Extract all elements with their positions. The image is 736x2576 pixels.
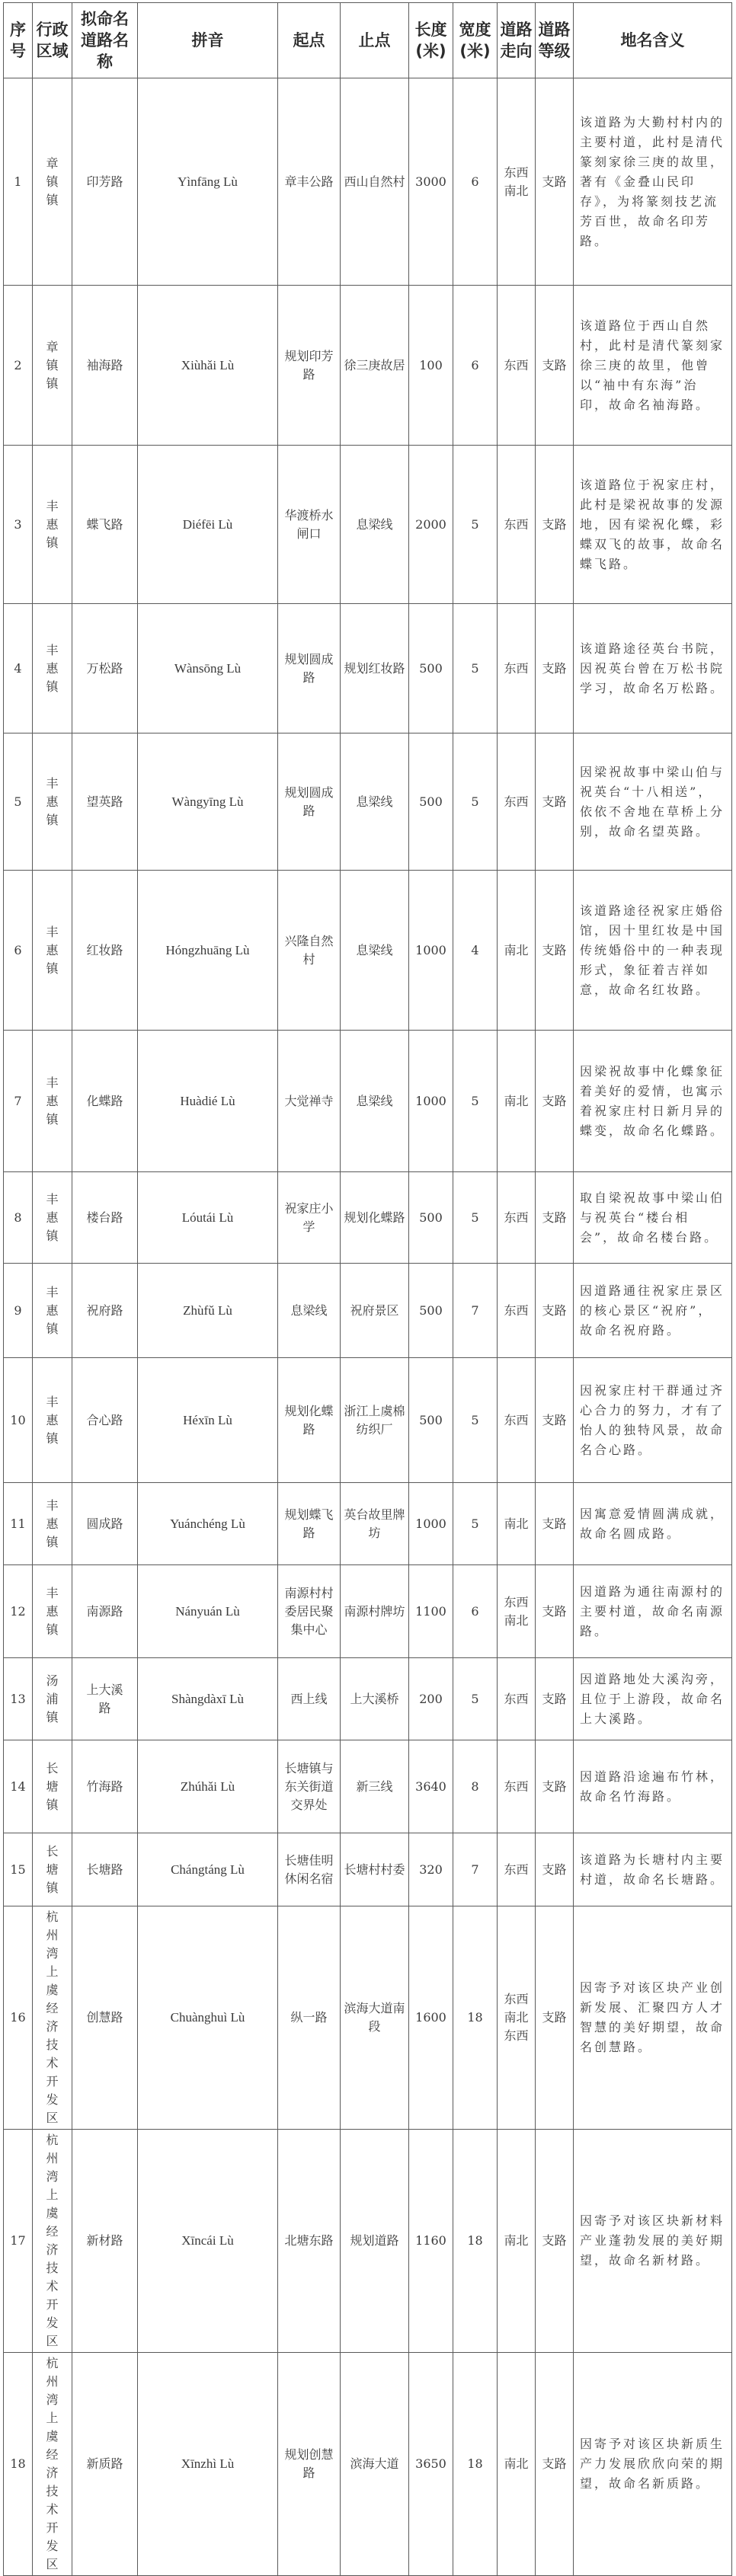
cell-meaning: 该道路为长塘村内主要村道，故命名长塘路。 — [574, 1833, 732, 1906]
cell-width: 8 — [453, 1740, 498, 1833]
cell-start: 章丰公路 — [278, 78, 341, 286]
cell-length: 200 — [409, 1658, 453, 1740]
cell-start: 规划创慧路 — [278, 2353, 341, 2576]
cell-grade: 支路 — [536, 871, 574, 1031]
cell-width: 7 — [453, 1833, 498, 1906]
cell-width: 7 — [453, 1264, 498, 1358]
cell-region: 丰惠镇 — [33, 871, 72, 1031]
header-start: 起点 — [278, 3, 341, 78]
cell-meaning: 该道路途径英台书院，因祝英台曾在万松书院学习，故命名万松路。 — [574, 604, 732, 733]
cell-end: 新三线 — [341, 1740, 409, 1833]
cell-no: 4 — [4, 604, 33, 733]
cell-road-name: 红妆路 — [72, 871, 138, 1031]
cell-width: 5 — [453, 1031, 498, 1172]
cell-road-name: 竹海路 — [72, 1740, 138, 1833]
cell-length: 1600 — [409, 1906, 453, 2130]
cell-length: 500 — [409, 1358, 453, 1483]
table-row — [4, 286, 732, 446]
cell-start: 规划圆成路 — [278, 733, 341, 871]
cell-width: 6 — [453, 286, 498, 446]
cell-end: 滨海大道南段 — [341, 1906, 409, 2130]
cell-start: 规划化蝶路 — [278, 1358, 341, 1483]
cell-direction: 南北 — [498, 2130, 536, 2353]
cell-pinyin: Chuànghuì Lù — [138, 1906, 278, 2130]
header-end: 止点 — [341, 3, 409, 78]
cell-direction: 东西 — [498, 1172, 536, 1264]
cell-road-name: 南源路 — [72, 1565, 138, 1658]
table-row — [4, 1833, 732, 1906]
header-no: 序号 — [4, 3, 33, 78]
cell-direction: 南北 — [498, 1483, 536, 1565]
cell-length: 3640 — [409, 1740, 453, 1833]
cell-pinyin: Hóngzhuāng Lù — [138, 871, 278, 1031]
header-region: 行政区域 — [33, 3, 72, 78]
cell-pinyin: Zhùfǔ Lù — [138, 1264, 278, 1358]
cell-no: 11 — [4, 1483, 33, 1565]
cell-end: 规划红妆路 — [341, 604, 409, 733]
cell-grade: 支路 — [536, 1658, 574, 1740]
cell-direction: 东西南北 — [498, 78, 536, 286]
cell-region: 丰惠镇 — [33, 1172, 72, 1264]
cell-no: 10 — [4, 1358, 33, 1483]
cell-pinyin: Wànsōng Lù — [138, 604, 278, 733]
cell-width: 18 — [453, 2130, 498, 2353]
table-row — [4, 1264, 732, 1358]
cell-road-name: 化蝶路 — [72, 1031, 138, 1172]
header-direction: 道路走向 — [498, 3, 536, 78]
cell-road-name: 楼台路 — [72, 1172, 138, 1264]
cell-width: 5 — [453, 1483, 498, 1565]
table-row — [4, 2353, 732, 2576]
cell-direction: 东西 — [498, 1658, 536, 1740]
cell-width: 5 — [453, 604, 498, 733]
cell-no: 13 — [4, 1658, 33, 1740]
table-row — [4, 1031, 732, 1172]
cell-meaning: 因道路为通往南源村的主要村道，故命名南源路。 — [574, 1565, 732, 1658]
cell-region: 章镇镇 — [33, 286, 72, 446]
header-name: 拟命名道路名称 — [72, 3, 138, 78]
cell-meaning: 该道路途径祝家庄婚俗馆，因十里红妆是中国传统婚俗中的一种表现形式，象征着吉祥如意，故命名红妆路。 — [574, 871, 732, 1031]
cell-start: 规划印芳路 — [278, 286, 341, 446]
cell-region: 杭州湾上虞经济技术开发区 — [33, 2353, 72, 2576]
table-row — [4, 2130, 732, 2353]
cell-meaning: 因寓意爱情圆满成就，故命名圆成路。 — [574, 1483, 732, 1565]
cell-region: 丰惠镇 — [33, 1031, 72, 1172]
cell-no: 18 — [4, 2353, 33, 2576]
cell-pinyin: Yuánchéng Lù — [138, 1483, 278, 1565]
cell-region: 丰惠镇 — [33, 604, 72, 733]
table-row — [4, 1658, 732, 1740]
cell-start: 长塘佳明休闲名宿 — [278, 1833, 341, 1906]
cell-grade: 支路 — [536, 1264, 574, 1358]
cell-road-name: 袖海路 — [72, 286, 138, 446]
cell-length: 500 — [409, 1172, 453, 1264]
cell-meaning: 该道路位于西山自然村，此村是清代篆刻家徐三庚的故里，他曾以“袖中有东海”治印，故命名袖海路。 — [574, 286, 732, 446]
cell-direction: 南北 — [498, 2353, 536, 2576]
cell-end: 规划道路 — [341, 2130, 409, 2353]
cell-direction: 东西 — [498, 446, 536, 604]
cell-grade: 支路 — [536, 733, 574, 871]
cell-direction: 东西 — [498, 1264, 536, 1358]
cell-no: 5 — [4, 733, 33, 871]
cell-start: 兴隆自然村 — [278, 871, 341, 1031]
cell-end: 南源村牌坊 — [341, 1565, 409, 1658]
cell-region: 杭州湾上虞经济技术开发区 — [33, 1906, 72, 2130]
cell-length: 2000 — [409, 446, 453, 604]
cell-end: 徐三庚故居 — [341, 286, 409, 446]
cell-length: 3000 — [409, 78, 453, 286]
cell-pinyin: Lóutái Lù — [138, 1172, 278, 1264]
cell-length: 1100 — [409, 1565, 453, 1658]
table-row — [4, 604, 732, 733]
cell-region: 汤浦镇 — [33, 1658, 72, 1740]
cell-start: 长塘镇与东关街道交界处 — [278, 1740, 341, 1833]
cell-road-name: 祝府路 — [72, 1264, 138, 1358]
cell-meaning: 因道路沿途遍布竹林，故命名竹海路。 — [574, 1740, 732, 1833]
cell-end: 规划化蝶路 — [341, 1172, 409, 1264]
table-row — [4, 1906, 732, 2130]
cell-length: 1000 — [409, 1031, 453, 1172]
cell-region: 丰惠镇 — [33, 733, 72, 871]
cell-no: 17 — [4, 2130, 33, 2353]
cell-pinyin: Xīncái Lù — [138, 2130, 278, 2353]
cell-width: 18 — [453, 1906, 498, 2130]
cell-grade: 支路 — [536, 1565, 574, 1658]
cell-width: 5 — [453, 1658, 498, 1740]
cell-start: 北塘东路 — [278, 2130, 341, 2353]
cell-no: 9 — [4, 1264, 33, 1358]
cell-length: 500 — [409, 733, 453, 871]
cell-start: 祝家庄小学 — [278, 1172, 341, 1264]
cell-road-name: 合心路 — [72, 1358, 138, 1483]
cell-end: 西山自然村 — [341, 78, 409, 286]
cell-end: 息梁线 — [341, 871, 409, 1031]
cell-direction: 东西南北 — [498, 1565, 536, 1658]
cell-grade: 支路 — [536, 1833, 574, 1906]
cell-no: 1 — [4, 78, 33, 286]
table-row — [4, 733, 732, 871]
cell-region: 长塘镇 — [33, 1833, 72, 1906]
cell-no: 2 — [4, 286, 33, 446]
table-row — [4, 1358, 732, 1483]
cell-start: 息梁线 — [278, 1264, 341, 1358]
cell-road-name: 新质路 — [72, 2353, 138, 2576]
cell-meaning: 取自梁祝故事中梁山伯与祝英台“楼台相会”，故命名楼台路。 — [574, 1172, 732, 1264]
cell-meaning: 因道路地处大溪沟旁，且位于上游段，故命名上大溪路。 — [574, 1658, 732, 1740]
cell-region: 丰惠镇 — [33, 1483, 72, 1565]
cell-grade: 支路 — [536, 1483, 574, 1565]
cell-end: 息梁线 — [341, 733, 409, 871]
cell-road-name: 望英路 — [72, 733, 138, 871]
cell-length: 100 — [409, 286, 453, 446]
cell-no: 8 — [4, 1172, 33, 1264]
cell-direction: 东西 — [498, 1833, 536, 1906]
cell-length: 1000 — [409, 871, 453, 1031]
cell-start: 纵一路 — [278, 1906, 341, 2130]
cell-region: 章镇镇 — [33, 78, 72, 286]
cell-start: 西上线 — [278, 1658, 341, 1740]
cell-grade: 支路 — [536, 2130, 574, 2353]
cell-road-name: 万松路 — [72, 604, 138, 733]
cell-grade: 支路 — [536, 1358, 574, 1483]
cell-grade: 支路 — [536, 78, 574, 286]
table-body — [4, 78, 732, 2576]
cell-no: 3 — [4, 446, 33, 604]
header-length: 长度(米) — [409, 3, 453, 78]
table-row — [4, 871, 732, 1031]
cell-width: 6 — [453, 78, 498, 286]
cell-road-name: 新材路 — [72, 2130, 138, 2353]
cell-pinyin: Xīnzhì Lù — [138, 2353, 278, 2576]
cell-grade: 支路 — [536, 604, 574, 733]
cell-start: 大觉禅寺 — [278, 1031, 341, 1172]
cell-meaning: 因寄予对该区块产业创新发展、汇聚四方人才智慧的美好期望，故命名创慧路。 — [574, 1906, 732, 2130]
table-row — [4, 1740, 732, 1833]
cell-region: 杭州湾上虞经济技术开发区 — [33, 2130, 72, 2353]
cell-grade: 支路 — [536, 2353, 574, 2576]
cell-start: 规划圆成路 — [278, 604, 341, 733]
cell-pinyin: Wàngyīng Lù — [138, 733, 278, 871]
cell-meaning: 因寄予对该区块新质生产力发展欣欣向荣的期望，故命名新质路。 — [574, 2353, 732, 2576]
cell-length: 320 — [409, 1833, 453, 1906]
cell-no: 15 — [4, 1833, 33, 1906]
cell-grade: 支路 — [536, 446, 574, 604]
cell-grade: 支路 — [536, 1031, 574, 1172]
cell-direction: 东西 — [498, 286, 536, 446]
cell-pinyin: Héxīn Lù — [138, 1358, 278, 1483]
cell-road-name: 上大溪路 — [72, 1658, 138, 1740]
cell-region: 长塘镇 — [33, 1740, 72, 1833]
cell-width: 6 — [453, 1565, 498, 1658]
cell-meaning: 因祝家庄村干群通过齐心合力的努力，才有了怡人的独特风景，故命名合心路。 — [574, 1358, 732, 1483]
cell-direction: 南北 — [498, 1031, 536, 1172]
cell-pinyin: Yìnfāng Lù — [138, 78, 278, 286]
header-width: 宽度(米) — [453, 3, 498, 78]
cell-grade: 支路 — [536, 1172, 574, 1264]
cell-meaning: 该道路为大勤村村内的主要村道，此村是清代篆刻家徐三庚的故里，著有《金叠山民印存》，为将篆刻技艺流芳百世，故命名印芳路。 — [574, 78, 732, 286]
cell-direction: 东西 — [498, 604, 536, 733]
cell-region: 丰惠镇 — [33, 1565, 72, 1658]
cell-road-name: 创慧路 — [72, 1906, 138, 2130]
cell-meaning: 因梁祝故事中化蝶象征着美好的爱情，也寓示着祝家庄村日新月异的蝶变，故命名化蝶路。 — [574, 1031, 732, 1172]
cell-direction: 东西 — [498, 1740, 536, 1833]
cell-length: 500 — [409, 1264, 453, 1358]
cell-pinyin: Xiùhǎi Lù — [138, 286, 278, 446]
cell-pinyin: Diéfēi Lù — [138, 446, 278, 604]
cell-pinyin: Huàdié Lù — [138, 1031, 278, 1172]
cell-grade: 支路 — [536, 1740, 574, 1833]
cell-pinyin: Chángtáng Lù — [138, 1833, 278, 1906]
cell-start: 南源村村委居民聚集中心 — [278, 1565, 341, 1658]
cell-no: 6 — [4, 871, 33, 1031]
cell-width: 18 — [453, 2353, 498, 2576]
cell-width: 5 — [453, 1172, 498, 1264]
cell-road-name: 蝶飞路 — [72, 446, 138, 604]
cell-width: 5 — [453, 1358, 498, 1483]
table-row — [4, 1565, 732, 1658]
cell-direction: 南北 — [498, 871, 536, 1031]
cell-road-name: 圆成路 — [72, 1483, 138, 1565]
cell-end: 滨海大道 — [341, 2353, 409, 2576]
header-pinyin: 拼音 — [138, 3, 278, 78]
cell-end: 祝府景区 — [341, 1264, 409, 1358]
cell-meaning: 该道路位于祝家庄村，此村是梁祝故事的发源地，因有梁祝化蝶，彩蝶双飞的故事，故命名蝶飞路。 — [574, 446, 732, 604]
cell-length: 1160 — [409, 2130, 453, 2353]
cell-length: 1000 — [409, 1483, 453, 1565]
table-row — [4, 1172, 732, 1264]
header-meaning: 地名含义 — [574, 3, 732, 78]
cell-end: 息梁线 — [341, 446, 409, 604]
cell-grade: 支路 — [536, 1906, 574, 2130]
cell-end: 长塘村村委 — [341, 1833, 409, 1906]
cell-pinyin: Zhúhǎi Lù — [138, 1740, 278, 1833]
cell-no: 12 — [4, 1565, 33, 1658]
cell-region: 丰惠镇 — [33, 1358, 72, 1483]
cell-pinyin: Shàngdàxī Lù — [138, 1658, 278, 1740]
cell-no: 7 — [4, 1031, 33, 1172]
table-row — [4, 1483, 732, 1565]
cell-end: 息梁线 — [341, 1031, 409, 1172]
cell-region: 丰惠镇 — [33, 446, 72, 604]
cell-grade: 支路 — [536, 286, 574, 446]
table-header-row — [4, 3, 732, 78]
cell-end: 上大溪桥 — [341, 1658, 409, 1740]
cell-no: 14 — [4, 1740, 33, 1833]
table-row — [4, 446, 732, 604]
cell-end: 英台故里牌坊 — [341, 1483, 409, 1565]
cell-width: 5 — [453, 446, 498, 604]
cell-region: 丰惠镇 — [33, 1264, 72, 1358]
cell-pinyin: Nányuán Lù — [138, 1565, 278, 1658]
cell-start: 华渡桥水闸口 — [278, 446, 341, 604]
cell-meaning: 因寄予对该区块新材料产业蓬勃发展的美好期望，故命名新材路。 — [574, 2130, 732, 2353]
table-row — [4, 78, 732, 286]
cell-width: 4 — [453, 871, 498, 1031]
cell-no: 16 — [4, 1906, 33, 2130]
cell-end: 浙江上虞棉纺织厂 — [341, 1358, 409, 1483]
header-grade: 道路等级 — [536, 3, 574, 78]
cell-road-name: 长塘路 — [72, 1833, 138, 1906]
cell-width: 5 — [453, 733, 498, 871]
cell-length: 3650 — [409, 2353, 453, 2576]
cell-direction: 东西 — [498, 1358, 536, 1483]
cell-direction: 东西南北东西 — [498, 1906, 536, 2130]
cell-road-name: 印芳路 — [72, 78, 138, 286]
cell-meaning: 因道路通往祝家庄景区的核心景区“祝府”，故命名祝府路。 — [574, 1264, 732, 1358]
cell-direction: 东西 — [498, 733, 536, 871]
cell-start: 规划蝶飞路 — [278, 1483, 341, 1565]
cell-meaning: 因梁祝故事中梁山伯与祝英台“十八相送”，依依不舍地在草桥上分别，故命名望英路。 — [574, 733, 732, 871]
road-naming-table — [3, 2, 732, 2576]
cell-length: 500 — [409, 604, 453, 733]
